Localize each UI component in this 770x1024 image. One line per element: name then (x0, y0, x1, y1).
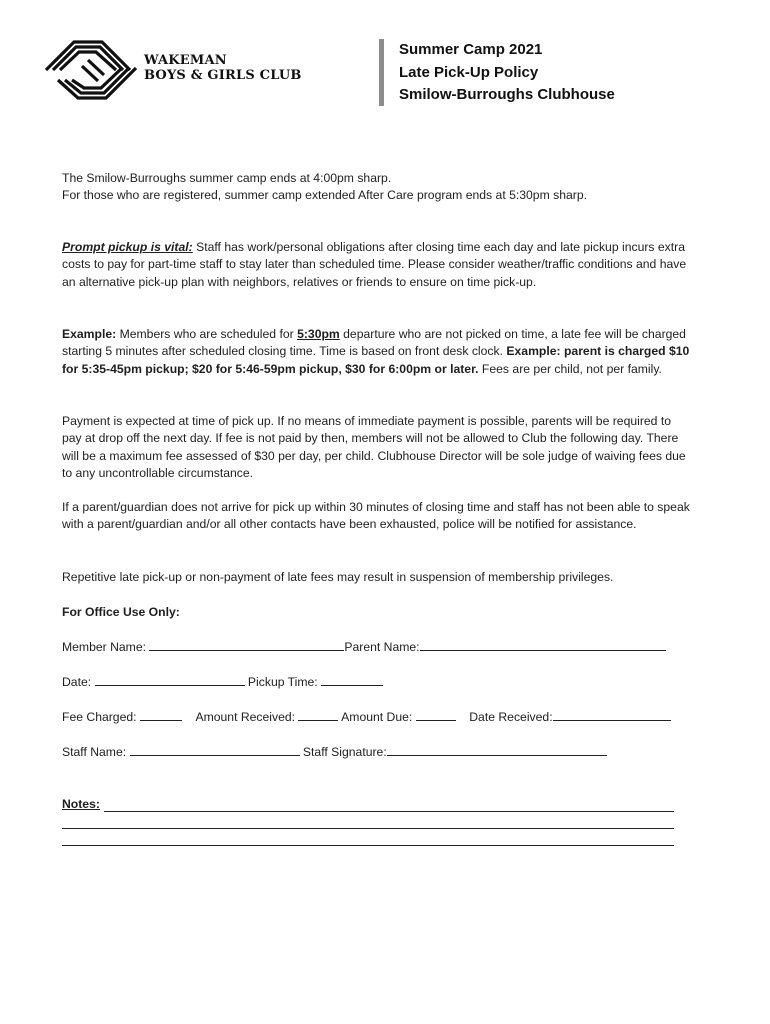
header-divider (379, 39, 384, 106)
org-name-line2: BOYS & GIRLS CLUB (144, 68, 302, 83)
date-received-label: Date Received: (469, 710, 553, 724)
boys-girls-club-logo-icon (44, 40, 144, 100)
intro-line2: For those who are registered, summer camp extended After Care program ends at 5:30pm sharp. (62, 188, 587, 203)
amount-received-field[interactable] (298, 708, 338, 721)
organization-name (144, 53, 302, 83)
intro-paragraph (62, 170, 690, 205)
title-line3: Smilow-Burroughs Clubhouse (399, 86, 615, 103)
police-paragraph: If a parent/guardian does not arrive for pick up within 30 minutes of closing time and staff has not been able to speak with a parent/guardian and/or all other contacts have been exhausted, police will be notified for assistance. (62, 500, 690, 532)
notes-field-line3[interactable] (62, 845, 674, 846)
date-label: Date: (62, 675, 92, 689)
staff-name-field[interactable] (130, 743, 300, 756)
notes-field-line2[interactable] (62, 828, 674, 829)
title-line2: Late Pick-Up Policy (399, 63, 539, 81)
example-text1: Members who are scheduled for (116, 327, 298, 341)
intro-line1: The Smilow-Burroughs summer camp ends at 4:00pm sharp. (62, 171, 392, 185)
member-name-label: Member Name: (62, 640, 146, 654)
fee-charged-label: Fee Charged: (62, 710, 137, 724)
example-fee-schedule: Example: parent is charged $10 for 5:35-45pm pickup; $20 for 5:46-59pm pickup, $30 for 6:00pm or later. (62, 344, 690, 376)
fee-row (62, 708, 671, 726)
staff-name-label: Staff Name: (62, 745, 127, 759)
member-name-field[interactable] (149, 638, 344, 651)
parent-name-label: Parent Name: (344, 640, 420, 654)
document-title (399, 39, 615, 107)
repetitive-paragraph: Repetitive late pick-up or non-payment of late fees may result in suspension of membership privileges. (62, 570, 614, 584)
staff-signature-field[interactable] (387, 743, 607, 756)
prompt-pickup-paragraph (62, 239, 690, 291)
member-parent-row (62, 638, 666, 656)
notes-label: Notes: (62, 797, 100, 811)
title-line1: Summer Camp 2021 (399, 41, 543, 58)
example-time: 5:30pm (297, 327, 340, 341)
pickup-time-field[interactable] (321, 673, 383, 686)
amount-due-label: Amount Due: (341, 710, 413, 724)
prompt-pickup-label: Prompt pickup is vital: (62, 240, 193, 254)
example-text2: departure who are not picked on time, a late fee will be charged starting 5 minutes after scheduled closing time. Time is based on front desk clock. (62, 327, 686, 359)
notes-field-line1[interactable] (104, 811, 674, 812)
staff-row (62, 743, 607, 761)
office-use-heading: For Office Use Only: (62, 605, 180, 619)
date-field[interactable] (95, 673, 245, 686)
payment-paragraph: Payment is expected at time of pick up. If no means of immediate payment is possible, parents will be required to pay at drop off the next day. If fee is not paid by then, members will not be allowed to Club the following day. There will be a maximum fee assessed of $30 per day, per child. Clubhouse Director will be sole judge of waiving fees due to any uncontrollable circumstance. (62, 414, 686, 481)
date-received-field[interactable] (553, 708, 671, 721)
amount-due-field[interactable] (416, 708, 456, 721)
amount-received-label: Amount Received: (195, 710, 296, 724)
example-text3: Fees are per child, not per family. (478, 361, 662, 376)
date-pickup-row (62, 673, 383, 691)
org-name-line1: WAKEMAN (144, 53, 227, 68)
example-label: Example: (62, 327, 117, 341)
parent-name-field[interactable] (420, 638, 666, 651)
example-paragraph (62, 326, 690, 378)
pickup-time-label: Pickup Time: (247, 675, 318, 689)
prompt-pickup-text: Staff has work/personal obligations after closing time each day and late pickup incurs extra costs to pay for part-time staff to stay later than scheduled time. Please consider weather/traffic conditions and have an alternative pick-up plan with neighbors, relatives or friends to ensure on time pick-up. (62, 240, 687, 289)
staff-signature-label: Staff Signature: (302, 745, 387, 759)
fee-charged-field[interactable] (140, 708, 182, 721)
